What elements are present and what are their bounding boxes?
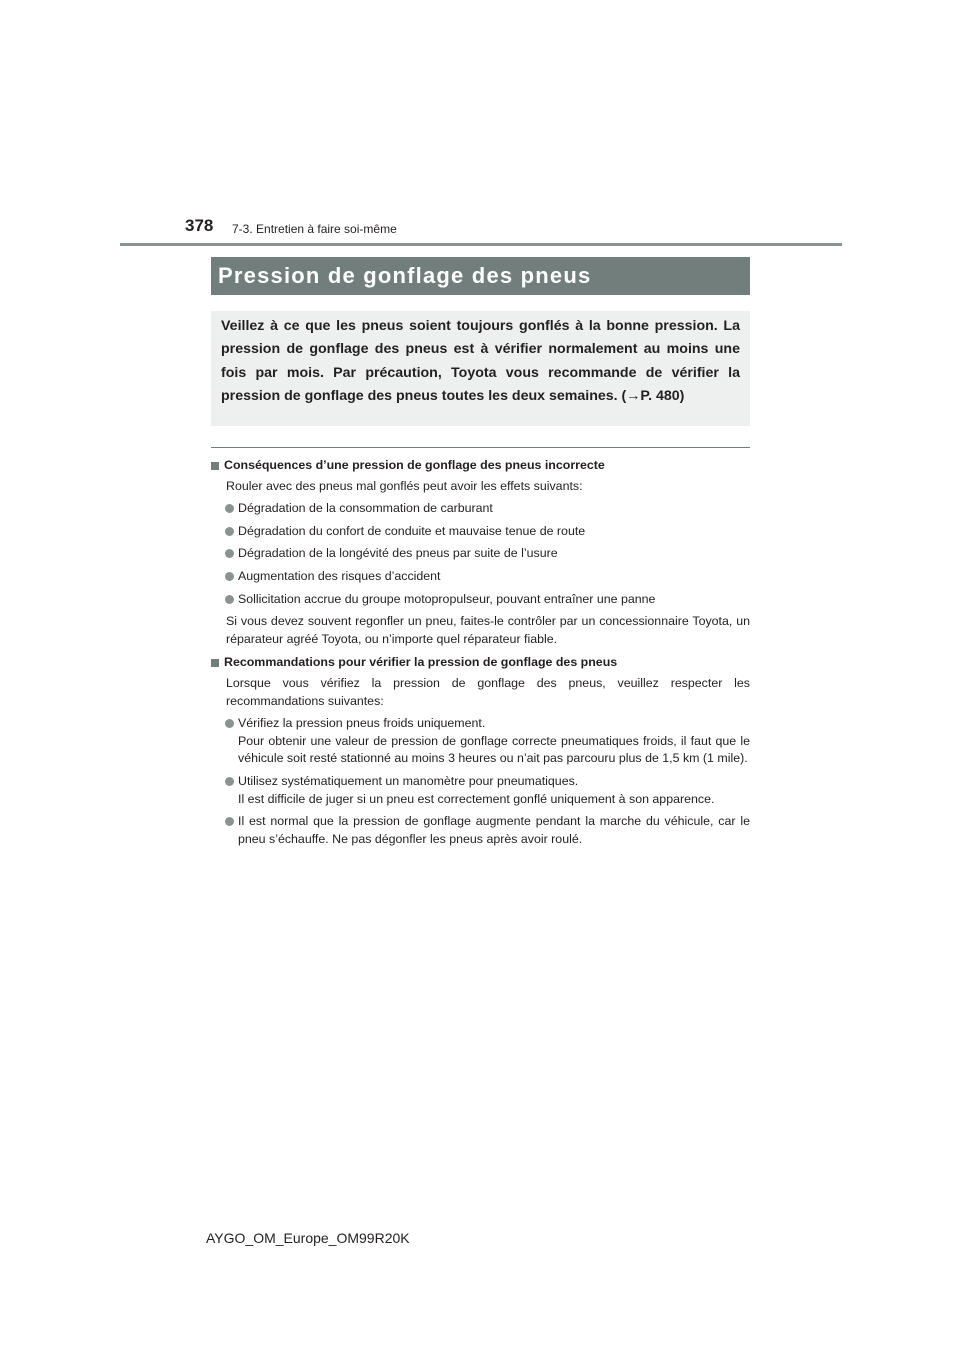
list-item [225, 813, 750, 848]
section-heading-text: Conséquences d’une pression de gonflage des pneus incorrecte [224, 458, 605, 472]
page-number: 378 [185, 216, 214, 235]
intro-box [211, 311, 750, 426]
header-divider [120, 243, 842, 246]
list-item-text: Utilisez systématiquement un manomètre pour pneumatiques. [238, 773, 579, 788]
circle-bullet-icon [225, 504, 234, 513]
section-lead: Rouler avec des pneus mal gonflés peut avoir les effets suivants: [226, 478, 583, 493]
circle-bullet-icon [225, 572, 234, 581]
intro-text: Veillez à ce que les pneus soient toujours gonflés à la bonne pression. La pression de gonflage des pneus est à vérifier normalement au moins une fois par mois. Par précaution, Toyota vous recommande de vérifier la pression de gonflage des pneus toutes les deux semaines. (→P. 480) [221, 318, 740, 405]
list-item-body [238, 813, 750, 848]
square-bullet-icon [211, 462, 219, 470]
list-item-detail: Pour obtenir une valeur de pression de gonflage correcte pneumatiques froids, il faut que le véhicule soit resté stationné au moins 3 heures ou n’ait pas parcouru plus de 1,5 km (1 mile). [238, 733, 750, 766]
list-item-text: Vérifiez la pression pneus froids uniquement. [238, 716, 486, 731]
page-title-bar [211, 257, 750, 295]
list-item-text: Augmentation des risques d’accident [238, 568, 441, 583]
list-item [225, 500, 750, 518]
list-item [225, 715, 750, 768]
document-id: AYGO_OM_Europe_OM99R20K [206, 1230, 410, 1246]
section-heading [211, 654, 750, 672]
main-content [211, 457, 750, 853]
list-item [225, 591, 750, 609]
circle-bullet-icon [225, 817, 234, 826]
circle-bullet-icon [225, 777, 234, 786]
list-item-text: Dégradation du confort de conduite et mauvaise tenue de route [238, 523, 586, 538]
intro-divider [211, 447, 750, 448]
list-item [225, 773, 750, 808]
list-item [225, 545, 750, 563]
section-heading-text: Recommandations pour vérifier la pression de gonflage des pneus [224, 655, 618, 670]
list-item-body [238, 715, 750, 768]
list-item-text: Il est normal que la pression de gonflage augmente pendant la marche du véhicule, car le pneu s’échauffe. Ne pas dégonfler les pneus après avoir roulé. [238, 814, 750, 846]
section-breadcrumb: 7-3. Entretien à faire soi-même [232, 222, 397, 236]
list-item-text: Dégradation de la longévité des pneus par suite de l’usure [238, 546, 558, 561]
square-bullet-icon [211, 659, 219, 667]
section-closing: Si vous devez souvent regonfler un pneu, faites-le contrôler par un concessionnaire Toyota, un réparateur agréé Toyota, ou n’importe quel réparateur fiable. [226, 614, 750, 646]
list-item [225, 523, 750, 541]
circle-bullet-icon [225, 719, 234, 728]
list-item-detail: Il est difficile de juger si un pneu est correctement gonflé uniquement à son apparence. [238, 791, 715, 806]
list-item-body [238, 773, 750, 808]
section-heading [211, 457, 750, 475]
section-lead: Lorsque vous vérifiez la pression de gonflage des pneus, veuillez respecter les recommandations suivantes: [226, 675, 750, 708]
circle-bullet-icon [225, 527, 234, 536]
list-item-text: Sollicitation accrue du groupe motopropulseur, pouvant entraîner une panne [238, 591, 656, 606]
page-title: Pression de gonflage des pneus [218, 263, 592, 288]
list-item [225, 568, 750, 586]
list-item-text: Dégradation de la consommation de carburant [238, 501, 493, 516]
circle-bullet-icon [225, 595, 234, 604]
circle-bullet-icon [225, 549, 234, 558]
